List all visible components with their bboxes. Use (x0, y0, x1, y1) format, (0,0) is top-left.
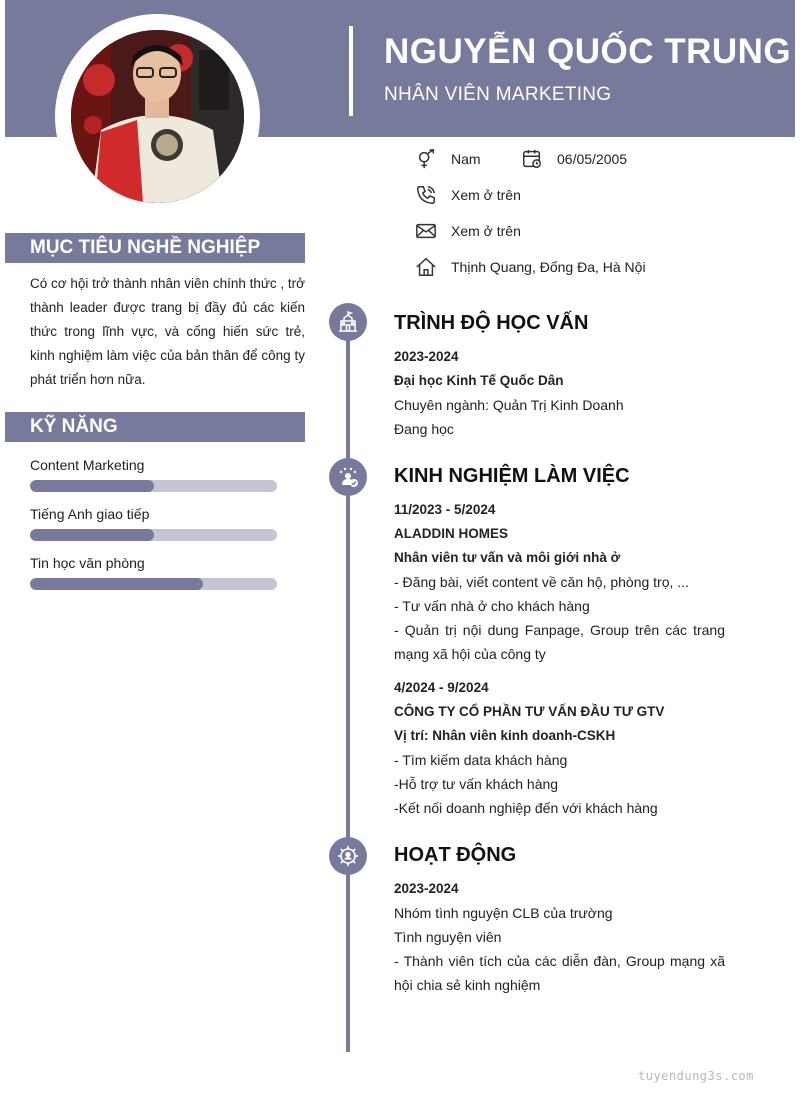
contact-birthday (521, 148, 627, 170)
gender-value: Nam (451, 151, 481, 167)
candidate-name: NGUYỄN QUỐC TRUNG (384, 32, 792, 71)
job-company: CÔNG TY CỔ PHẦN TƯ VẤN ĐẦU TƯ GTV (394, 704, 665, 719)
gender-icon (415, 148, 437, 170)
skill-bar-fill (30, 480, 154, 492)
activities-section-icon (329, 837, 367, 875)
activities-role: Tình nguyện viên (394, 929, 502, 945)
skill-bar-fill (30, 529, 154, 541)
job-position: Nhân viên tư vấn và môi giới nhà ở (394, 550, 621, 565)
school-icon (336, 310, 360, 334)
job-duty: - Tìm kiếm data khách hàng (394, 752, 568, 768)
home-icon (415, 256, 437, 278)
email-value: Xem ở trên (451, 223, 521, 239)
activities-detail: - Thành viên tích của các diễn đàn, Group mạng xã hội chia sẻ kinh nghiệm (394, 953, 725, 993)
job-duty: -Hỗ trợ tư vấn khách hàng (394, 776, 559, 792)
address-value: Thịnh Quang, Đống Đa, Hà Nội (451, 259, 646, 275)
job-position: Vị trí: Nhân viên kinh doanh-CSKH (394, 728, 616, 743)
candidate-role: NHÂN VIÊN MARKETING (384, 84, 612, 105)
job-duty: - Đăng bài, viết content về căn hộ, phòng trọ, ... (394, 574, 689, 590)
experience-heading: KINH NGHIỆM LÀM VIỆC (394, 465, 630, 487)
job-duty: -Kết nối doanh nghiệp đến với khách hàng (394, 800, 658, 816)
contact-address (415, 256, 646, 278)
avatar-illustration (71, 30, 244, 203)
phone-icon (415, 184, 437, 206)
skill-bar (30, 578, 277, 590)
skill-bar (30, 529, 277, 541)
avatar (71, 30, 244, 203)
activities-heading: HOẠT ĐỘNG (394, 844, 517, 866)
job-period: 11/2023 - 5/2024 (394, 502, 496, 517)
experience-section-icon (329, 458, 367, 496)
education-section-icon (329, 303, 367, 341)
objective-heading: MỤC TIÊU NGHỀ NGHIỆP (5, 233, 305, 263)
watermark: tuyendung3s.com (638, 1069, 754, 1083)
job-company: ALADDIN HOMES (394, 526, 508, 541)
timeline-line (346, 318, 350, 1052)
skills-heading: KỸ NĂNG (5, 412, 305, 442)
name-divider (349, 26, 353, 116)
skill-label: Content Marketing (30, 457, 145, 473)
activities-period: 2023-2024 (394, 881, 459, 896)
contact-email (415, 220, 521, 242)
skill-label: Tin học văn phòng (30, 555, 145, 571)
job-duty: - Tư vấn nhà ở cho khách hàng (394, 598, 590, 614)
job-duty: - Quản trị nội dung Fanpage, Group trên các trang mạng xã hội của công ty (394, 622, 725, 662)
activities-org: Nhóm tình nguyện CLB của trường (394, 905, 613, 921)
objective-text: Có cơ hội trở thành nhân viên chính thức , trở thành leader được trang bị đầy đủ các kiến thức trong lĩnh vực, và cống hiến sức trẻ, kinh nghiệm làm việc của bản thân để công ty phát triển hơn nữa. (30, 276, 305, 387)
gear-people-icon (336, 844, 360, 868)
education-major: Chuyên ngành: Quản Trị Kinh Doanh (394, 397, 624, 413)
calendar-icon (521, 148, 543, 170)
education-status: Đang học (394, 421, 454, 437)
skill-label: Tiếng Anh giao tiếp (30, 506, 150, 522)
envelope-icon (415, 220, 437, 242)
education-heading: TRÌNH ĐỘ HỌC VẤN (394, 312, 589, 334)
education-school: Đại học Kinh Tế Quốc Dân (394, 373, 564, 388)
team-icon (336, 465, 360, 489)
education-period: 2023-2024 (394, 349, 459, 364)
skill-bar (30, 480, 277, 492)
contact-phone (415, 184, 521, 206)
contact-gender (415, 148, 481, 170)
birthday-value: 06/05/2005 (557, 151, 628, 167)
phone-value: Xem ở trên (451, 187, 521, 203)
skill-bar-fill (30, 578, 203, 590)
job-period: 4/2024 - 9/2024 (394, 680, 489, 695)
